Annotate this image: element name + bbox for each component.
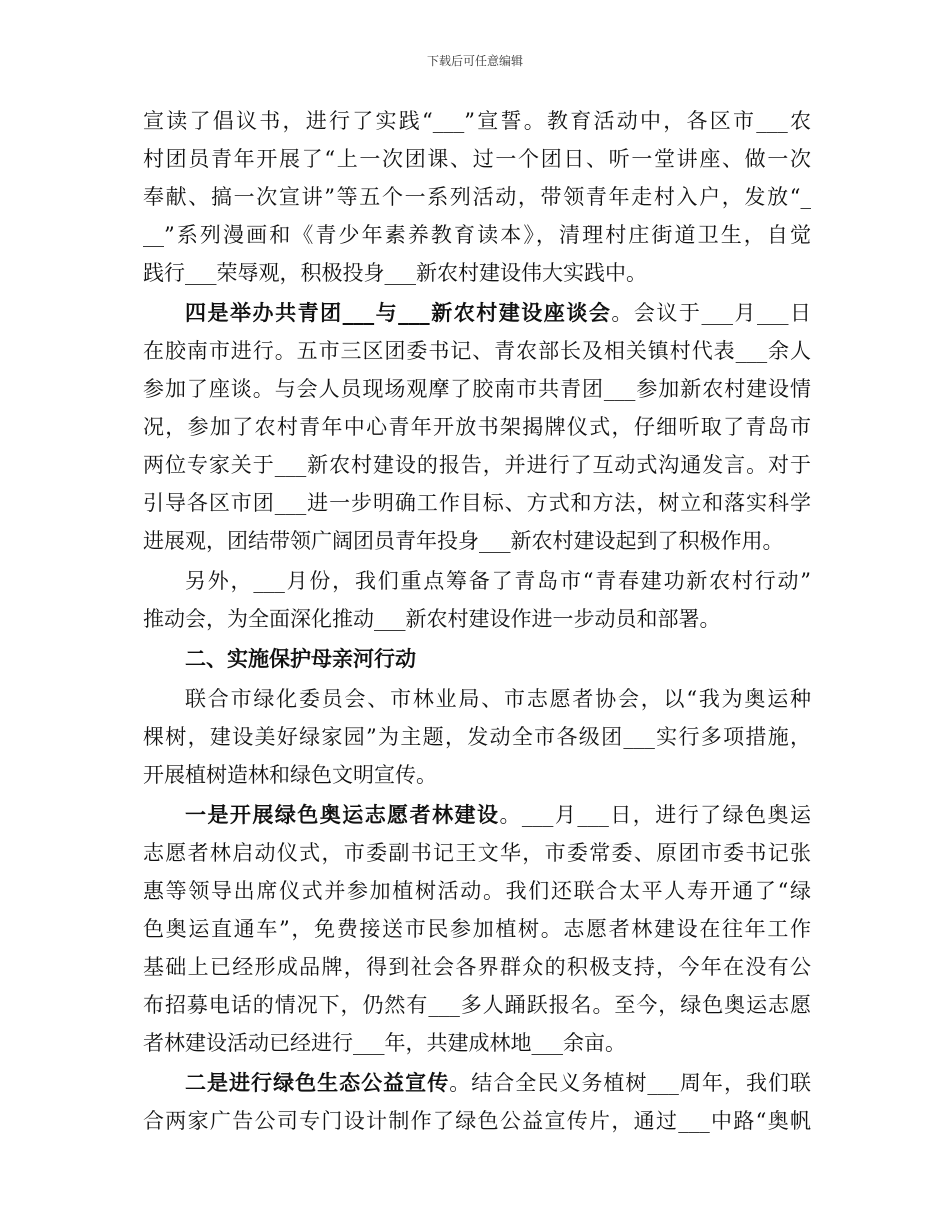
text-line: 两位专家关于___新农村建设的报告，并进行了互动式沟通发言。对于 bbox=[143, 453, 811, 477]
text-line: 引导各区市团___进一步明确工作目标、方式和方法，树立和落实科学 bbox=[143, 491, 811, 515]
text-line: 合两家广告公司专门设计制作了绿色公益宣传片，通过___中路“奥帆 bbox=[143, 1109, 811, 1133]
paragraph-5 bbox=[143, 796, 811, 1062]
text-line: 志愿者林启动仪式，市委副书记王文华，市委常委、原团市委书记张 bbox=[143, 841, 811, 865]
text-run: 。___月___日，进行了绿色奥运 bbox=[499, 803, 812, 827]
text-line: 践行___荣辱观，积极投身___新农村建设伟大实践中。 bbox=[143, 261, 647, 285]
paragraph-6 bbox=[143, 1064, 811, 1140]
text-line: 进展观，团结带领广阔团员青年投身___新农村建设起到了积极作用。 bbox=[143, 529, 784, 553]
paragraph-4 bbox=[143, 680, 811, 794]
text-line: 基础上已经形成品牌，得到社会各界群众的积极支持，今年在没有公 bbox=[143, 955, 811, 979]
text-line: 村团员青年开展了“上一次团课、过一个团日、听一堂讲座、做一次 bbox=[143, 147, 811, 171]
text-line: 推动会，为全面深化推动___新农村建设作进一步动员和部署。 bbox=[143, 607, 721, 631]
text-line: 联合市绿化委员会、市林业局、市志愿者协会，以“我为奥运种 bbox=[185, 687, 811, 711]
text-line bbox=[143, 294, 811, 332]
text-line: __”系列漫画和《青少年素养教育读本》，清理村庄街道卫生，自觉 bbox=[143, 223, 811, 247]
text-line: 者林建设活动已经进行___年，共建成林地___余亩。 bbox=[143, 1031, 626, 1055]
text-line bbox=[143, 796, 811, 834]
bold-lead: 一是开展绿色奥运志愿者林建设 bbox=[185, 802, 500, 827]
text-line: 奉献、搞一次宣讲”等五个一系列活动，带领青年走村入户，发放“_ bbox=[143, 185, 811, 209]
text-line bbox=[143, 1064, 811, 1102]
paragraph-2 bbox=[143, 294, 811, 560]
text-line: 惠等领导出席仪式并参加植树活动。我们还联合太平人寿开通了“绿 bbox=[143, 879, 811, 903]
paragraph-3 bbox=[143, 562, 811, 638]
paragraph-1 bbox=[143, 102, 811, 292]
text-line: 参加了座谈。与会人员现场观摩了胶南市共青团___参加新农村建设情 bbox=[143, 377, 811, 401]
text-line: 宣读了倡议书，进行了实践“___”宣誓。教育活动中，各区市___农 bbox=[143, 109, 811, 133]
text-line: 色奥运直通车”，免费接送市民参加植树。志愿者林建设在往年工作 bbox=[143, 917, 811, 941]
text-line: 布招募电话的情况下，仍然有___多人踊跃报名。至今，绿色奥运志愿 bbox=[143, 993, 811, 1017]
text-line: 棵树，建设美好绿家园”为主题，发动全市各级团___实行多项措施， bbox=[143, 725, 811, 749]
section-heading: 二、实施保护母亲河行动 bbox=[185, 646, 416, 671]
text-run: 。结合全民义务植树___周年，我们联 bbox=[449, 1071, 812, 1095]
bold-lead: 四是举办共青团___与___新农村建设座谈会 bbox=[185, 300, 612, 325]
text-line: 在胶南市进行。五市三区团委书记、青农部长及相关镇村代表___余人 bbox=[143, 339, 811, 363]
text-line: 开展植树造林和绿色文明宣传。 bbox=[143, 763, 437, 787]
page-header: 下载后可任意编辑 bbox=[426, 54, 523, 68]
text-line: 况，参加了农村青年中心青年开放书架揭牌仪式，仔细听取了青岛市 bbox=[143, 415, 811, 439]
text-run: 。会议于___月___日 bbox=[611, 301, 811, 325]
document-body bbox=[143, 102, 811, 1140]
bold-lead: 二是进行绿色生态公益宣传 bbox=[185, 1070, 450, 1095]
text-line: 另外，___月份，我们重点筹备了青岛市“青春建功新农村行动” bbox=[185, 569, 811, 593]
